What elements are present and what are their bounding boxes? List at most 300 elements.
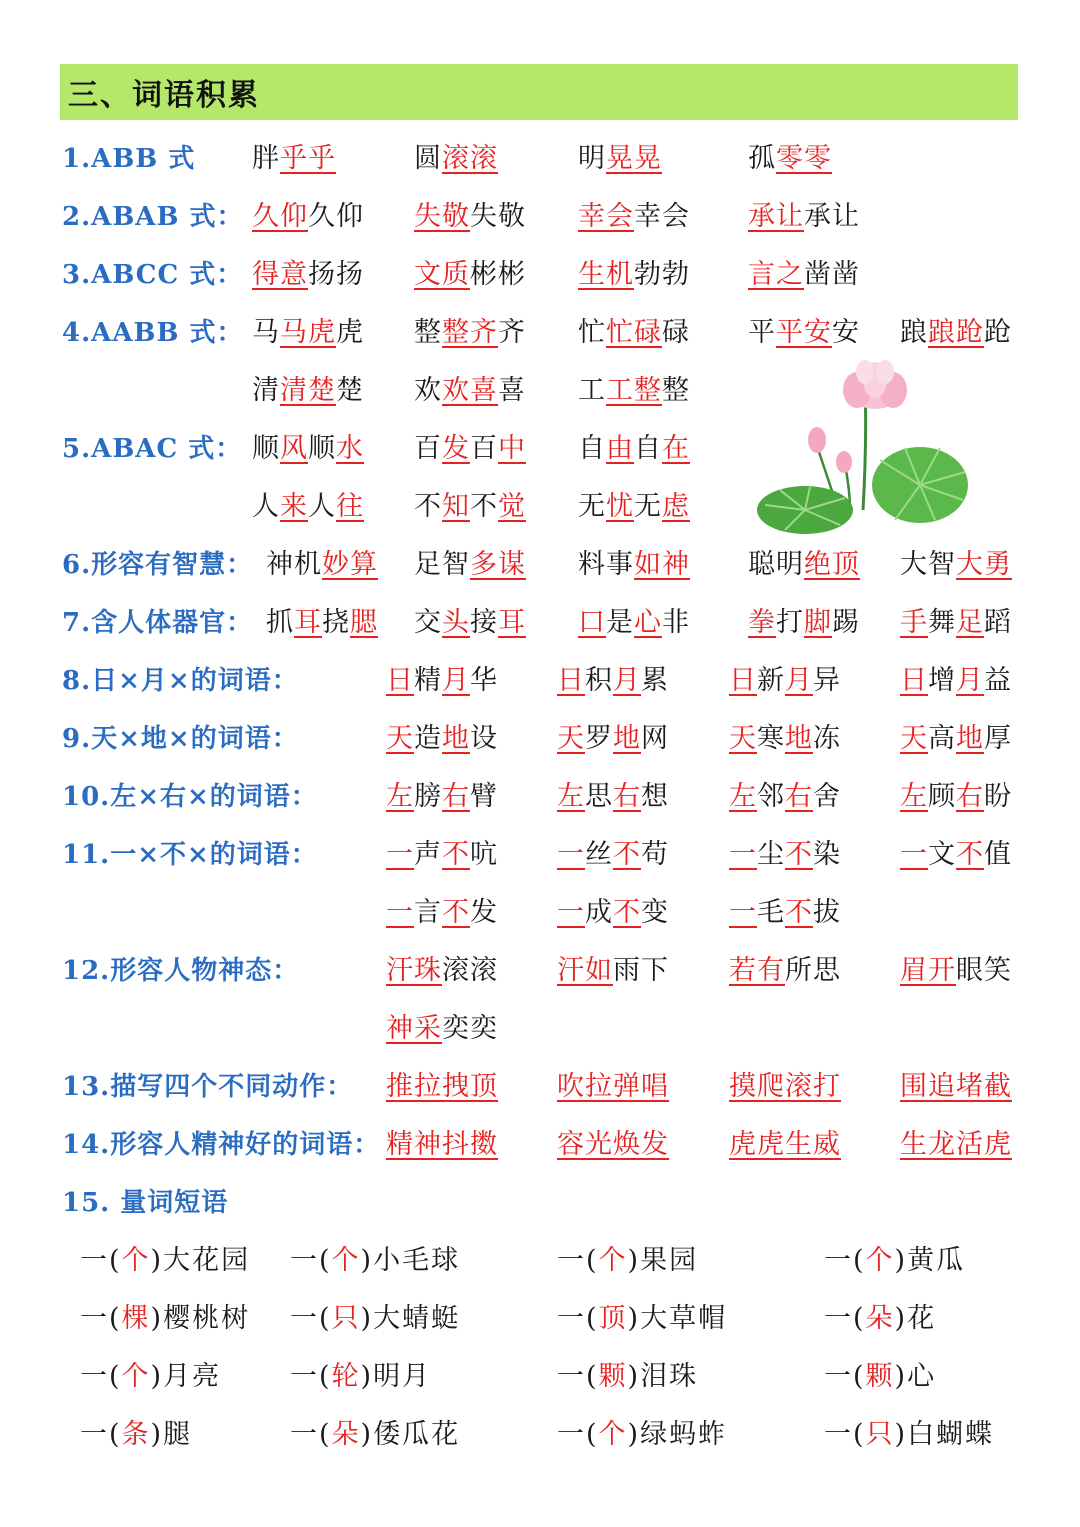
- measure-word: 条: [121, 1419, 151, 1450]
- word-item: [578, 200, 690, 234]
- given-text: 冻: [813, 723, 841, 754]
- given-text: 无: [634, 491, 662, 522]
- word-item: [266, 548, 378, 582]
- answer-text: 日: [386, 665, 414, 696]
- answer-text: 围追堵截: [900, 1071, 1012, 1102]
- answer-text: 一: [729, 839, 757, 870]
- answer-text: 一: [386, 897, 414, 928]
- given-text: 益: [984, 665, 1012, 696]
- measure-phrase: [557, 1418, 727, 1452]
- section-label: 8.日×月×的词语：: [62, 666, 299, 696]
- answer-text: 月: [956, 665, 984, 696]
- given-text: 声: [414, 839, 442, 870]
- given-text: 不: [414, 491, 442, 522]
- answer-text: 摸爬滚打: [729, 1071, 841, 1102]
- answer-text: 往: [336, 491, 364, 522]
- given-text: 邻: [757, 781, 785, 812]
- lotus-flower-illustration: [755, 360, 970, 535]
- given-text: 厚: [984, 723, 1012, 754]
- word-item: [557, 1070, 669, 1104]
- given-text: 顺: [308, 433, 336, 464]
- measure-phrase: [290, 1244, 460, 1278]
- answer-text: 一: [557, 839, 585, 870]
- answer-text: 脚: [804, 607, 832, 638]
- answer-text: 日: [557, 665, 585, 696]
- phrase-text: )腿: [150, 1419, 193, 1450]
- answer-text: 如神: [634, 549, 690, 580]
- answer-text: 左: [557, 781, 585, 812]
- given-text: 拔: [813, 897, 841, 928]
- word-item: [748, 316, 860, 350]
- answer-text: 吹拉弹唱: [557, 1071, 669, 1102]
- answer-text: 在: [662, 433, 690, 464]
- measure-word: 轮: [331, 1361, 361, 1392]
- given-text: 滚滚: [442, 955, 498, 986]
- word-item: [578, 606, 690, 640]
- answer-text: 一: [557, 897, 585, 928]
- answer-text: 整齐: [442, 317, 498, 348]
- given-text: 安: [832, 317, 860, 348]
- answer-text: 手: [900, 607, 928, 638]
- given-text: 整: [662, 375, 690, 406]
- answer-text: 由: [606, 433, 634, 464]
- given-text: 踢: [832, 607, 860, 638]
- measure-word: 个: [598, 1245, 628, 1276]
- phrase-text: )黄瓜: [894, 1245, 966, 1276]
- phrase-text: )大蜻蜓: [360, 1303, 461, 1334]
- section-title: 三、词语积累: [68, 78, 260, 113]
- given-text: 马: [252, 317, 280, 348]
- phrase-text: 一(: [290, 1303, 332, 1334]
- measure-word: 顶: [598, 1303, 628, 1334]
- given-text: 扬扬: [308, 259, 364, 290]
- given-text: 积: [585, 665, 613, 696]
- word-item: [557, 780, 669, 814]
- answer-text: 晃晃: [606, 143, 662, 174]
- given-text: 非: [662, 607, 690, 638]
- answer-text: 地: [956, 723, 984, 754]
- given-text: 苟: [641, 839, 669, 870]
- answer-text: 一: [900, 839, 928, 870]
- word-item: [386, 1012, 498, 1046]
- given-text: 累: [641, 665, 669, 696]
- answer-text: 清楚: [280, 375, 336, 406]
- answer-text: 马虎: [280, 317, 336, 348]
- phrase-text: 一(: [824, 1419, 866, 1450]
- given-text: 百: [414, 433, 442, 464]
- phrase-text: 一(: [290, 1245, 332, 1276]
- answer-text: 不: [785, 839, 813, 870]
- word-item: [252, 374, 364, 408]
- answer-text: 忙碌: [606, 317, 662, 348]
- answer-text: 一: [729, 897, 757, 928]
- given-text: 精: [414, 665, 442, 696]
- given-text: 大智: [900, 549, 956, 580]
- given-text: 舞: [928, 607, 956, 638]
- answer-text: 左: [900, 781, 928, 812]
- given-text: 久仰: [308, 201, 364, 232]
- phrase-text: 一(: [80, 1303, 122, 1334]
- measure-phrase: [824, 1360, 936, 1394]
- phrase-text: )樱桃树: [150, 1303, 251, 1334]
- section-label: 7.含人体器官：: [62, 608, 254, 638]
- given-text: 聪明: [748, 549, 804, 580]
- measure-word: 只: [331, 1303, 361, 1334]
- measure-word: 朵: [865, 1303, 895, 1334]
- word-item: [900, 1128, 1012, 1162]
- word-item: [729, 780, 841, 814]
- given-text: 成: [585, 897, 613, 928]
- given-text: 值: [984, 839, 1012, 870]
- word-item: [557, 838, 669, 872]
- measure-phrase: [824, 1302, 936, 1336]
- given-text: 眼笑: [956, 955, 1012, 986]
- phrase-text: )倭瓜花: [360, 1419, 461, 1450]
- given-text: 尘: [757, 839, 785, 870]
- answer-text: 忧: [606, 491, 634, 522]
- measure-word: 朵: [331, 1419, 361, 1450]
- given-text: 思: [585, 781, 613, 812]
- measure-word: 只: [865, 1419, 895, 1450]
- answer-text: 天: [386, 723, 414, 754]
- given-text: 勃勃: [634, 259, 690, 290]
- phrase-text: 一(: [824, 1245, 866, 1276]
- word-item: [900, 664, 1012, 698]
- given-text: 喜: [498, 375, 526, 406]
- answer-text: 承让: [748, 201, 804, 232]
- answer-text: 汗珠: [386, 955, 442, 986]
- given-text: 圆: [414, 143, 442, 174]
- given-text: 承让: [804, 201, 860, 232]
- word-item: [386, 1070, 498, 1104]
- measure-phrase: [80, 1244, 250, 1278]
- word-item: [729, 838, 841, 872]
- word-item: [386, 838, 498, 872]
- phrase-text: 一(: [80, 1245, 122, 1276]
- answer-text: 腮: [350, 607, 378, 638]
- given-text: 跄: [984, 317, 1012, 348]
- given-text: 华: [470, 665, 498, 696]
- given-text: 抓: [266, 607, 294, 638]
- given-text: 忙: [578, 317, 606, 348]
- answer-text: 一: [386, 839, 414, 870]
- measure-phrase: [824, 1418, 994, 1452]
- phrase-text: 一(: [824, 1303, 866, 1334]
- given-text: 变: [641, 897, 669, 928]
- measure-word: 棵: [121, 1303, 151, 1334]
- answer-text: 风: [280, 433, 308, 464]
- phrase-text: )花: [894, 1303, 937, 1334]
- answer-text: 欢喜: [442, 375, 498, 406]
- word-item: [900, 548, 1012, 582]
- answer-text: 平安: [776, 317, 832, 348]
- phrase-text: 一(: [557, 1303, 599, 1334]
- given-text: 言: [414, 897, 442, 928]
- word-item: [414, 374, 526, 408]
- answer-text: 右: [785, 781, 813, 812]
- section-label: 1.ABB 式: [62, 144, 196, 174]
- given-text: 网: [641, 723, 669, 754]
- phrase-text: )泪珠: [627, 1361, 699, 1392]
- given-text: 所思: [785, 955, 841, 986]
- given-text: 凿凿: [804, 259, 860, 290]
- given-text: 明: [578, 143, 606, 174]
- answer-text: 不: [785, 897, 813, 928]
- answer-text: 虑: [662, 491, 690, 522]
- answer-text: 不: [442, 897, 470, 928]
- word-item: [252, 258, 364, 292]
- answer-text: 天: [900, 723, 928, 754]
- answer-text: 心: [634, 607, 662, 638]
- given-text: 足智: [414, 549, 470, 580]
- given-text: 吭: [470, 839, 498, 870]
- section-label: 6.形容有智慧：: [62, 550, 254, 580]
- word-item: [900, 606, 1012, 640]
- answer-text: 右: [442, 781, 470, 812]
- phrase-text: 一(: [290, 1419, 332, 1450]
- measure-word: 个: [865, 1245, 895, 1276]
- measure-phrase: [290, 1302, 460, 1336]
- word-item: [414, 606, 526, 640]
- phrase-text: 一(: [557, 1361, 599, 1392]
- phrase-text: 一(: [557, 1245, 599, 1276]
- phrase-text: )明月: [360, 1361, 432, 1392]
- answer-text: 中: [498, 433, 526, 464]
- answer-text: 地: [785, 723, 813, 754]
- section-label: 4.AABB 式：: [62, 318, 244, 348]
- section-label: 14.形容人精神好的词语：: [62, 1130, 381, 1160]
- given-text: 毛: [757, 897, 785, 928]
- answer-text: 推拉拽顶: [386, 1071, 498, 1102]
- phrase-text: )月亮: [150, 1361, 222, 1392]
- given-text: 罗: [585, 723, 613, 754]
- word-item: [578, 432, 690, 466]
- measure-word: 个: [598, 1419, 628, 1450]
- phrase-text: )大草帽: [627, 1303, 728, 1334]
- given-text: 自: [578, 433, 606, 464]
- given-text: 丝: [585, 839, 613, 870]
- given-text: 文: [928, 839, 956, 870]
- answer-text: 不: [613, 897, 641, 928]
- answer-text: 虎虎生威: [729, 1129, 841, 1160]
- measure-phrase: [557, 1244, 698, 1278]
- word-item: [557, 722, 669, 756]
- answer-text: 发: [442, 433, 470, 464]
- answer-text: 右: [956, 781, 984, 812]
- given-text: 人: [252, 491, 280, 522]
- answer-text: 零零: [776, 143, 832, 174]
- answer-text: 日: [900, 665, 928, 696]
- word-item: [386, 954, 498, 988]
- answer-text: 日: [729, 665, 757, 696]
- word-item: [748, 606, 860, 640]
- given-text: 顺: [252, 433, 280, 464]
- answer-text: 乎乎: [280, 143, 336, 174]
- word-item: [386, 722, 498, 756]
- word-item: [252, 142, 336, 176]
- answer-text: 精神抖擞: [386, 1129, 498, 1160]
- section-label: 13.描写四个不同动作：: [62, 1072, 354, 1102]
- given-text: 发: [470, 897, 498, 928]
- section-label: 9.天×地×的词语：: [62, 724, 299, 754]
- given-text: 自: [634, 433, 662, 464]
- answer-text: 口: [578, 607, 606, 638]
- given-text: 人: [308, 491, 336, 522]
- answer-text: 大勇: [956, 549, 1012, 580]
- word-item: [748, 548, 860, 582]
- given-text: 是: [606, 607, 634, 638]
- phrase-text: 一(: [557, 1419, 599, 1450]
- given-text: 顾: [928, 781, 956, 812]
- word-item: [386, 664, 498, 698]
- answer-text: 踉跄: [928, 317, 984, 348]
- given-text: 百: [470, 433, 498, 464]
- word-item: [252, 316, 364, 350]
- given-text: 舍: [813, 781, 841, 812]
- given-text: 打: [776, 607, 804, 638]
- answer-text: 不: [442, 839, 470, 870]
- given-text: 盼: [984, 781, 1012, 812]
- word-item: [266, 606, 378, 640]
- word-item: [557, 954, 669, 988]
- answer-text: 头: [442, 607, 470, 638]
- given-text: 齐: [498, 317, 526, 348]
- word-item: [729, 896, 841, 930]
- given-text: 蹈: [984, 607, 1012, 638]
- phrase-text: 一(: [824, 1361, 866, 1392]
- given-text: 彬彬: [470, 259, 526, 290]
- measure-word: 颗: [598, 1361, 628, 1392]
- word-item: [900, 1070, 1012, 1104]
- given-text: 雨下: [613, 955, 669, 986]
- measure-phrase: [80, 1360, 221, 1394]
- answer-text: 耳: [294, 607, 322, 638]
- section-label: 11.一×不×的词语：: [62, 840, 318, 870]
- word-item: [414, 316, 526, 350]
- answer-text: 不: [956, 839, 984, 870]
- answer-text: 耳: [498, 607, 526, 638]
- phrase-text: 一(: [80, 1419, 122, 1450]
- measure-phrase: [557, 1302, 727, 1336]
- word-item: [414, 142, 498, 176]
- given-text: 欢: [414, 375, 442, 406]
- measure-phrase: [557, 1360, 698, 1394]
- word-item: [729, 1070, 841, 1104]
- word-item: [729, 722, 841, 756]
- given-text: 神机: [266, 549, 322, 580]
- measure-word: 颗: [865, 1361, 895, 1392]
- given-text: 交: [414, 607, 442, 638]
- given-text: 接: [470, 607, 498, 638]
- measure-phrase: [824, 1244, 965, 1278]
- word-item: [748, 200, 860, 234]
- word-item: [900, 838, 1012, 872]
- word-item: [578, 316, 690, 350]
- word-item: [252, 200, 364, 234]
- answer-text: 神采: [386, 1013, 442, 1044]
- measure-word: 个: [121, 1361, 151, 1392]
- given-text: 工: [578, 375, 606, 406]
- word-item: [900, 722, 1012, 756]
- given-text: 胖: [252, 143, 280, 174]
- answer-text: 眉开: [900, 955, 956, 986]
- given-text: 平: [748, 317, 776, 348]
- answer-text: 工整: [606, 375, 662, 406]
- answer-text: 若有: [729, 955, 785, 986]
- measure-word: 个: [121, 1245, 151, 1276]
- answer-text: 天: [557, 723, 585, 754]
- given-text: 高: [928, 723, 956, 754]
- phrase-text: )大花园: [150, 1245, 251, 1276]
- word-item: [748, 142, 832, 176]
- answer-text: 绝顶: [804, 549, 860, 580]
- word-item: [252, 490, 364, 524]
- answer-text: 失敬: [414, 201, 470, 232]
- answer-text: 月: [785, 665, 813, 696]
- given-text: 失敬: [470, 201, 526, 232]
- word-item: [578, 374, 690, 408]
- word-item: [729, 1128, 841, 1162]
- given-text: 楚: [336, 375, 364, 406]
- section-label: 15. 量词短语: [62, 1188, 229, 1218]
- answer-text: 地: [613, 723, 641, 754]
- answer-text: 得意: [252, 259, 308, 290]
- given-text: 虎: [336, 317, 364, 348]
- word-item: [557, 664, 669, 698]
- word-item: [900, 954, 1012, 988]
- given-text: 不: [470, 491, 498, 522]
- answer-text: 拳: [748, 607, 776, 638]
- measure-phrase: [290, 1360, 431, 1394]
- given-text: 异: [813, 665, 841, 696]
- answer-text: 天: [729, 723, 757, 754]
- word-item: [729, 954, 841, 988]
- given-text: 染: [813, 839, 841, 870]
- answer-text: 容光焕发: [557, 1129, 669, 1160]
- word-item: [748, 258, 860, 292]
- word-item: [414, 200, 526, 234]
- word-item: [557, 1128, 669, 1162]
- answer-text: 足: [956, 607, 984, 638]
- phrase-text: )绿蚂蚱: [627, 1419, 728, 1450]
- given-text: 整: [414, 317, 442, 348]
- given-text: 料事: [578, 549, 634, 580]
- word-item: [900, 780, 1012, 814]
- answer-text: 左: [729, 781, 757, 812]
- given-text: 想: [641, 781, 669, 812]
- answer-text: 多谋: [470, 549, 526, 580]
- given-text: 增: [928, 665, 956, 696]
- answer-text: 生龙活虎: [900, 1129, 1012, 1160]
- given-text: 造: [414, 723, 442, 754]
- answer-text: 不: [613, 839, 641, 870]
- word-item: [578, 258, 690, 292]
- measure-word: 个: [331, 1245, 361, 1276]
- word-item: [578, 490, 690, 524]
- word-item: [252, 432, 364, 466]
- answer-text: 来: [280, 491, 308, 522]
- word-item: [386, 896, 498, 930]
- given-text: 踉: [900, 317, 928, 348]
- given-text: 幸会: [634, 201, 690, 232]
- phrase-text: 一(: [80, 1361, 122, 1392]
- answer-text: 知: [442, 491, 470, 522]
- answer-text: 滚滚: [442, 143, 498, 174]
- phrase-text: )果园: [627, 1245, 699, 1276]
- section-label: 10.左×右×的词语：: [62, 782, 318, 812]
- word-item: [557, 896, 669, 930]
- section-header: [60, 64, 1018, 120]
